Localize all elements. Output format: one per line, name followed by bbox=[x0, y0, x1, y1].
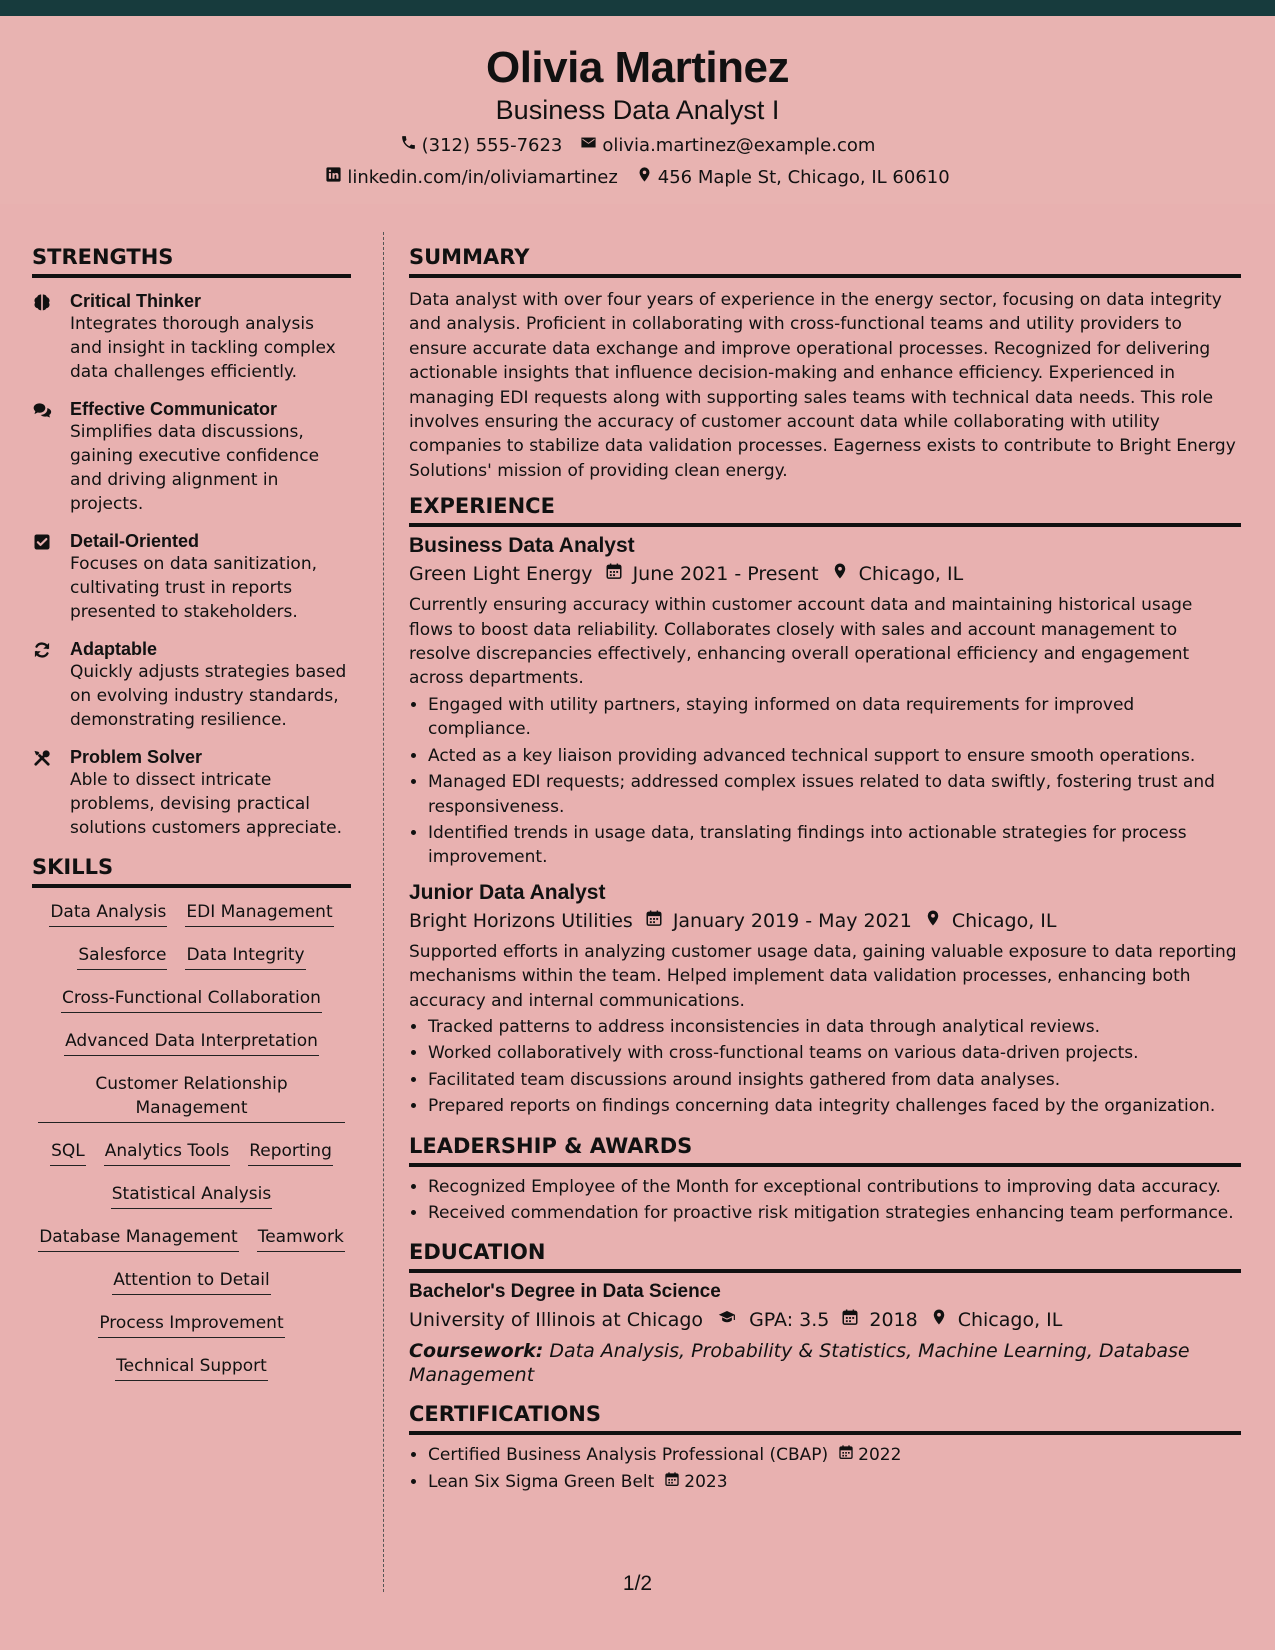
left-column bbox=[32, 244, 351, 1397]
column-divider bbox=[383, 232, 384, 1592]
strength-desc: Simplifies data discussions, gaining executive confidence and driving alignment in projects. bbox=[70, 422, 320, 514]
calendar-icon bbox=[645, 906, 663, 936]
skill-tag: Analytics Tools bbox=[104, 1139, 230, 1166]
right-column bbox=[409, 244, 1241, 1496]
job-meta bbox=[409, 559, 1241, 589]
skill-tag: Cross-Functional Collaboration bbox=[61, 986, 322, 1013]
strength-desc: Focuses on data sanitization, cultivating trust in reports presented to stakeholders. bbox=[70, 554, 318, 622]
skill-tag: Process Improvement bbox=[98, 1311, 284, 1338]
list-item: • Received commendation for proactive risk mitigation strategies enhancing team performance. bbox=[428, 1201, 1241, 1225]
skill-tag: SQL bbox=[50, 1139, 86, 1166]
cert-year: 2023 bbox=[684, 1471, 728, 1492]
map-marker-icon bbox=[924, 906, 942, 936]
list-item: • Acted as a key liaison providing advanced technical support to ensure smooth operations. bbox=[428, 744, 1241, 768]
skills-list bbox=[32, 900, 351, 1381]
list-item: • Facilitated team discussions around insights gathered from data analyses. bbox=[428, 1068, 1241, 1092]
job-title: Business Data Analyst bbox=[409, 534, 635, 558]
list-item: • Worked collaboratively with cross-functional teams on various data-driven projects. bbox=[428, 1041, 1241, 1065]
calendar-icon bbox=[664, 1470, 680, 1494]
degree-title: Bachelor's Degree in Data Science bbox=[409, 1281, 721, 1303]
cert-name: Certified Business Analysis Professional (CBAP) bbox=[428, 1445, 829, 1466]
list-item: • Engaged with utility partners, staying informed on data requirements for improved compliance. bbox=[428, 693, 1241, 742]
education-location: Chicago, IL bbox=[957, 1309, 1063, 1332]
leadership-section bbox=[409, 1133, 1241, 1226]
summary-text: Data analyst with over four years of experience in the energy sector, focusing on data integrity and analysis. Proficient in collaborating with cross-functional teams and utility providers to ensure accurate data exchange and improve operational processes. Recognized for delivering actionable insights that influence decision-making and enhance efficiency. Experienced in managing EDI requests along with supporting sales teams with technical data needs. This role involves ensuring the accuracy of customer account data while collaborating with utility companies to stabilize data validation processes. Eagerness exists to contribute to Bright Energy Solutions' mission of providing clean energy. bbox=[409, 290, 1236, 481]
calendar-icon bbox=[841, 1305, 859, 1335]
company-name: Bright Horizons Utilities bbox=[409, 909, 633, 932]
linkedin-contact[interactable] bbox=[325, 166, 617, 189]
certifications-heading: CERTIFICATIONS bbox=[409, 1401, 1241, 1435]
job-description: Currently ensuring accuracy within customer account data and maintaining historical usage flows to boost data reliability. Collaborates closely with sales and account management to resolve discrepancies effectively, enhancing overall operational efficiency and engagement across departments. bbox=[409, 595, 1193, 689]
skill-tag: Attention to Detail bbox=[112, 1268, 270, 1295]
linkedin-icon bbox=[325, 166, 342, 189]
contact-row-2 bbox=[0, 166, 1275, 189]
resume-header bbox=[0, 16, 1275, 204]
skill-tag: Statistical Analysis bbox=[111, 1182, 272, 1209]
cert-name: Lean Six Sigma Green Belt bbox=[428, 1471, 655, 1492]
map-marker-icon bbox=[636, 166, 653, 189]
experience-heading: EXPERIENCE bbox=[409, 493, 1241, 527]
job-location: Chicago, IL bbox=[858, 563, 964, 586]
strength-title: Critical Thinker bbox=[70, 291, 202, 311]
skill-tag: Data Analysis bbox=[49, 900, 167, 927]
strengths-heading: STRENGTHS bbox=[32, 244, 351, 278]
strength-title: Effective Communicator bbox=[70, 399, 278, 419]
school-name: University of Illinois at Chicago bbox=[409, 1309, 704, 1332]
phone-icon bbox=[400, 134, 417, 157]
strength-item bbox=[32, 290, 351, 384]
email-text: olivia.martinez@example.com bbox=[602, 134, 876, 156]
brain-icon bbox=[32, 290, 70, 384]
strength-item bbox=[32, 398, 351, 516]
map-marker-icon bbox=[831, 559, 849, 589]
calendar-icon bbox=[605, 559, 623, 589]
calendar-icon bbox=[838, 1443, 854, 1467]
comments-icon bbox=[32, 398, 70, 516]
candidate-title: Business Data Analyst I bbox=[495, 95, 780, 125]
job-bullets bbox=[409, 693, 1241, 870]
skill-tag: Data Integrity bbox=[185, 943, 305, 970]
skill-tag: Teamwork bbox=[257, 1225, 345, 1252]
strengths-list bbox=[32, 290, 351, 840]
list-item: • Prepared reports on findings concerning data integrity challenges faced by the organization. bbox=[428, 1094, 1241, 1118]
candidate-name: Olivia Martinez bbox=[485, 43, 790, 92]
education-heading: EDUCATION bbox=[409, 1239, 1241, 1273]
job-meta bbox=[409, 906, 1241, 936]
strength-item bbox=[32, 638, 351, 732]
graduation-cap-icon bbox=[715, 1305, 739, 1335]
checkbox-icon bbox=[32, 530, 70, 624]
summary-heading: SUMMARY bbox=[409, 244, 1241, 278]
tools-icon bbox=[32, 746, 70, 840]
address-contact bbox=[636, 166, 950, 189]
phone-text: (312) 555-7623 bbox=[421, 134, 563, 156]
strength-desc: Able to dissect intricate problems, devising practical solutions customers appreciate. bbox=[70, 770, 342, 838]
job-description: Supported efforts in analyzing customer usage data, gaining valuable exposure to data reporting mechanisms within the team. Helped implement data validation processes, enhancing both accuracy and internal communications. bbox=[409, 941, 1237, 1011]
company-name: Green Light Energy bbox=[409, 563, 593, 586]
top-accent-bar bbox=[0, 0, 1275, 16]
strength-desc: Quickly adjusts strategies based on evolving industry standards, demonstrating resilience. bbox=[70, 662, 347, 730]
skill-tag: Salesforce bbox=[77, 943, 167, 970]
coursework bbox=[409, 1339, 1241, 1387]
envelope-icon bbox=[580, 134, 597, 157]
coursework-label: Coursework: bbox=[409, 1340, 544, 1363]
skill-tag: Customer Relationship Management bbox=[38, 1072, 345, 1123]
job-entry bbox=[409, 533, 1241, 869]
list-item bbox=[428, 1443, 1241, 1467]
leadership-heading: LEADERSHIP & AWARDS bbox=[409, 1133, 1241, 1167]
skill-tag: EDI Management bbox=[185, 900, 333, 927]
linkedin-text: linkedin.com/in/oliviamartinez bbox=[347, 166, 618, 188]
strength-title: Adaptable bbox=[70, 639, 158, 659]
strength-title: Detail-Oriented bbox=[70, 531, 200, 551]
list-item bbox=[428, 1470, 1241, 1494]
job-dates: January 2019 - May 2021 bbox=[672, 909, 912, 932]
email-contact[interactable] bbox=[580, 134, 875, 157]
page-number: 1/2 bbox=[622, 1572, 653, 1595]
strength-item bbox=[32, 746, 351, 840]
skill-tag: Database Management bbox=[38, 1225, 239, 1252]
strength-title: Problem Solver bbox=[70, 747, 203, 767]
list-item: • Identified trends in usage data, translating findings into actionable strategies for process improvement. bbox=[428, 821, 1241, 870]
sync-icon bbox=[32, 638, 70, 732]
job-bullets bbox=[409, 1015, 1241, 1119]
phone-contact bbox=[400, 134, 563, 157]
address-text: 456 Maple St, Chicago, IL 60610 bbox=[657, 166, 950, 188]
skill-tag: Advanced Data Interpretation bbox=[64, 1029, 319, 1056]
certifications-section bbox=[409, 1401, 1241, 1494]
map-marker-icon bbox=[930, 1305, 948, 1335]
graduation-year: 2018 bbox=[869, 1309, 918, 1332]
list-item: • Tracked patterns to address inconsistencies in data through analytical reviews. bbox=[428, 1015, 1241, 1039]
cert-year: 2022 bbox=[858, 1445, 902, 1466]
skill-tag: Technical Support bbox=[115, 1354, 268, 1381]
list-item: • Recognized Employee of the Month for exceptional contributions to improving data accuracy. bbox=[428, 1175, 1241, 1199]
contact-row-1 bbox=[0, 134, 1275, 157]
skills-heading: SKILLS bbox=[32, 854, 351, 888]
strength-item bbox=[32, 530, 351, 624]
gpa-text: GPA: 3.5 bbox=[749, 1309, 830, 1332]
strength-desc: Integrates thorough analysis and insight in tackling complex data challenges efficiently. bbox=[70, 314, 336, 382]
job-entry bbox=[409, 880, 1241, 1119]
education-meta bbox=[409, 1305, 1241, 1335]
job-dates: June 2021 - Present bbox=[632, 563, 819, 586]
list-item: • Managed EDI requests; addressed complex issues related to data swiftly, fostering trust and responsiveness. bbox=[428, 770, 1241, 819]
coursework-text: Data Analysis, Probability & Statistics, Machine Learning, Database Management bbox=[409, 1340, 1190, 1387]
job-title: Junior Data Analyst bbox=[409, 880, 606, 904]
education-section bbox=[409, 1239, 1241, 1387]
leadership-list bbox=[409, 1175, 1241, 1226]
job-location: Chicago, IL bbox=[951, 909, 1057, 932]
certifications-list bbox=[409, 1443, 1241, 1494]
skill-tag: Reporting bbox=[248, 1139, 333, 1166]
